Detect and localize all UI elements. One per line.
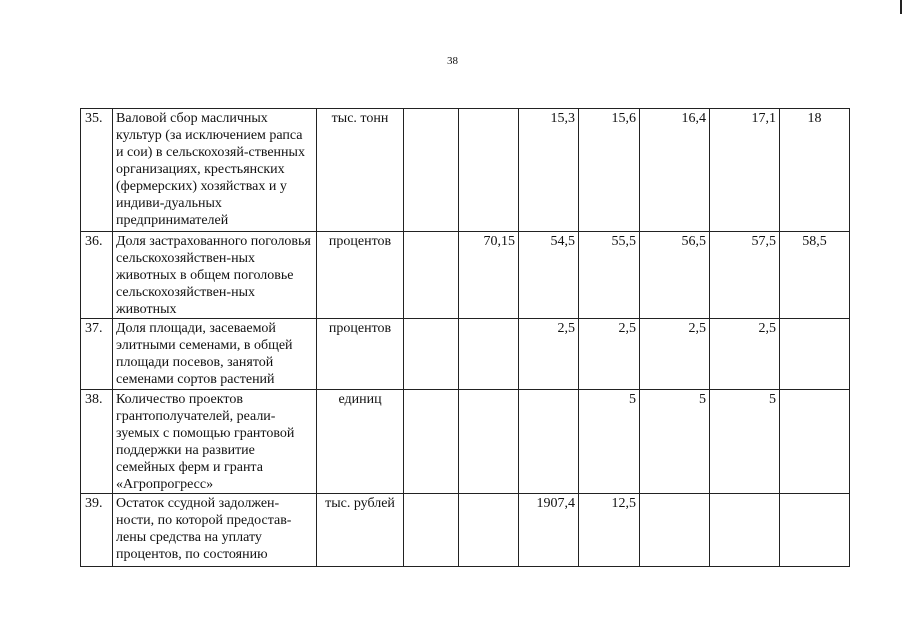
value-cell: 5 <box>640 390 710 494</box>
row-number: 39. <box>81 494 113 567</box>
value-cell: 18 <box>780 109 850 232</box>
value-cell <box>404 232 459 319</box>
indicator-name: Остаток ссудной задолжен-ности, по которой предостав-лены средства на уплату процентов, по состоянию <box>113 494 317 567</box>
value-cell <box>710 494 780 567</box>
row-number: 38. <box>81 390 113 494</box>
row-number: 36. <box>81 232 113 319</box>
unit-cell: процентов <box>317 232 404 319</box>
value-cell <box>780 494 850 567</box>
unit-cell: единиц <box>317 390 404 494</box>
value-cell <box>640 494 710 567</box>
value-cell <box>459 319 519 390</box>
row-number: 35. <box>81 109 113 232</box>
value-cell <box>459 494 519 567</box>
indicator-name: Количество проектов грантополучателей, реали-зуемых с помощью грантовой поддержки на развитие семейных ферм и гранта «Агропрогресс» <box>113 390 317 494</box>
indicator-name: Валовой сбор масличных культур (за исключением рапса и сои) в сельскохозяй-ственных организациях, крестьянских (фермерских) хозяйствах и у индиви-дуальных предпринимателей <box>113 109 317 232</box>
value-cell <box>404 109 459 232</box>
value-cell: 58,5 <box>780 232 850 319</box>
table-row <box>81 109 850 232</box>
value-cell <box>780 319 850 390</box>
edge-mark <box>900 0 902 14</box>
value-cell: 54,5 <box>519 232 579 319</box>
value-cell: 2,5 <box>579 319 640 390</box>
value-cell: 15,3 <box>519 109 579 232</box>
value-cell: 2,5 <box>710 319 780 390</box>
value-cell <box>404 494 459 567</box>
row-number: 37. <box>81 319 113 390</box>
value-cell: 2,5 <box>640 319 710 390</box>
value-cell: 1907,4 <box>519 494 579 567</box>
value-cell: 16,4 <box>640 109 710 232</box>
indicator-name: Доля застрахованного поголовья сельскохозяйствен-ных животных в общем поголовье сельскохозяйствен-ных животных <box>113 232 317 319</box>
indicators-table <box>80 108 850 567</box>
value-cell <box>519 390 579 494</box>
value-cell: 56,5 <box>640 232 710 319</box>
value-cell: 55,5 <box>579 232 640 319</box>
value-cell: 70,15 <box>459 232 519 319</box>
page-number: 38 <box>447 55 458 67</box>
unit-cell: тыс. тонн <box>317 109 404 232</box>
unit-cell: тыс. рублей <box>317 494 404 567</box>
value-cell <box>404 390 459 494</box>
value-cell: 17,1 <box>710 109 780 232</box>
value-cell: 57,5 <box>710 232 780 319</box>
value-cell <box>404 319 459 390</box>
value-cell: 2,5 <box>519 319 579 390</box>
table-row <box>81 232 850 319</box>
value-cell: 12,5 <box>579 494 640 567</box>
value-cell: 5 <box>579 390 640 494</box>
value-cell: 15,6 <box>579 109 640 232</box>
value-cell <box>780 390 850 494</box>
table-row <box>81 319 850 390</box>
value-cell <box>459 109 519 232</box>
table-row <box>81 494 850 567</box>
value-cell: 5 <box>710 390 780 494</box>
indicator-name: Доля площади, засеваемой элитными семенами, в общей площади посевов, занятой семенами сортов растений <box>113 319 317 390</box>
unit-cell: процентов <box>317 319 404 390</box>
value-cell <box>459 390 519 494</box>
table-row <box>81 390 850 494</box>
